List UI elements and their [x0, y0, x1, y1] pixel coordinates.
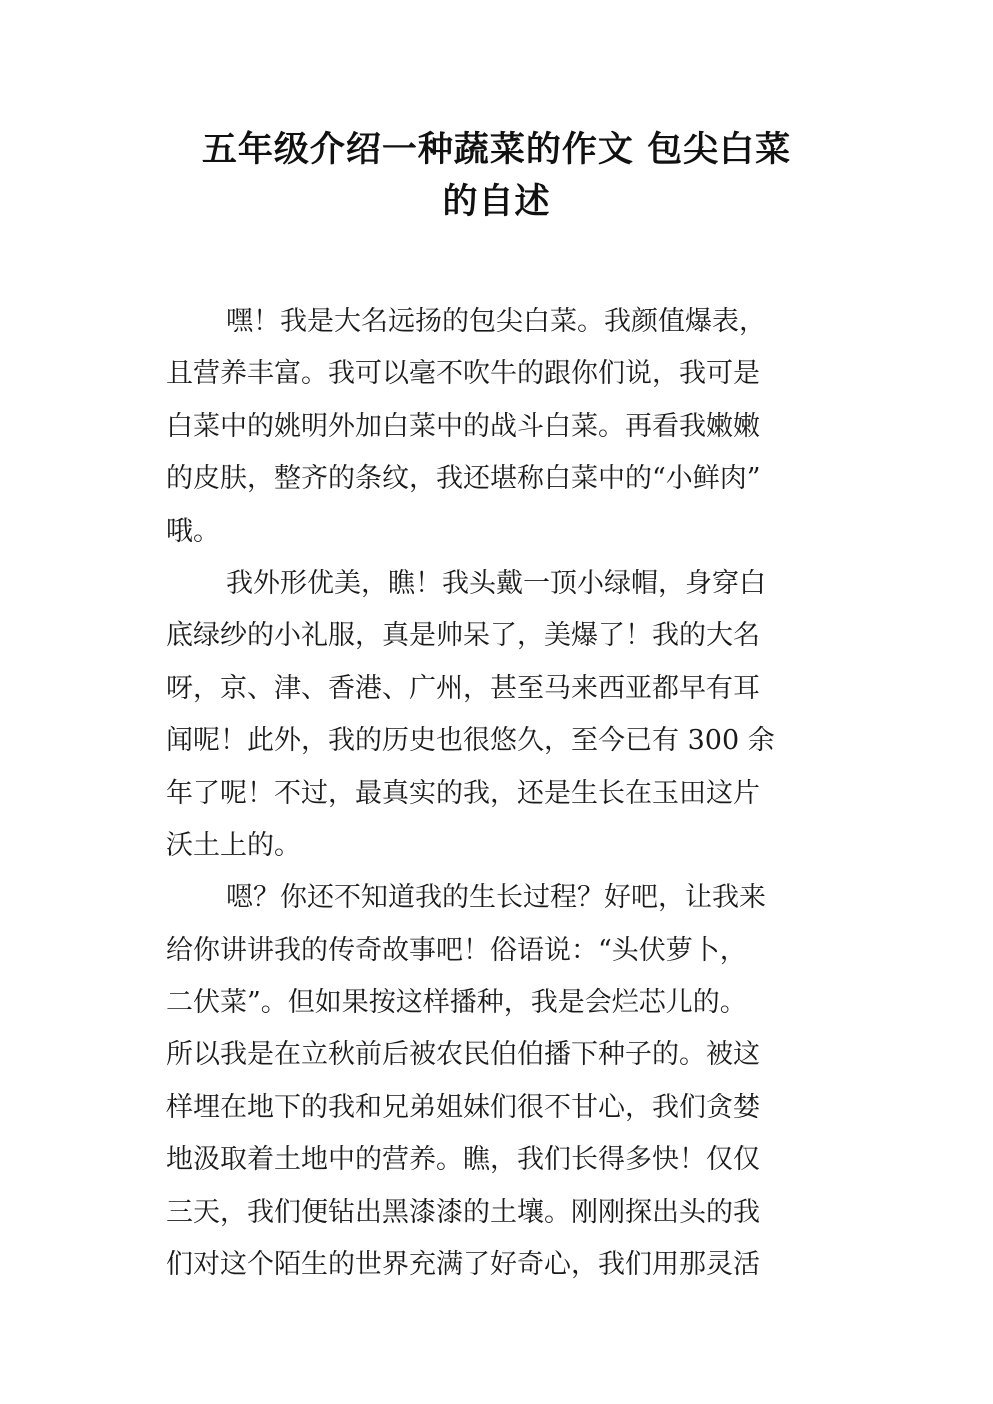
text-line: 三天，我们便钻出黑漆漆的土壤。刚刚探出头的我	[166, 1196, 760, 1228]
document-body	[166, 296, 846, 1291]
text-line: 给你讲讲我的传奇故事吧！俗语说：“头伏萝卜，	[166, 934, 747, 966]
document-title	[150, 124, 843, 228]
text-line: 地汲取着土地中的营养。瞧，我们长得多快！仅仅	[166, 1144, 760, 1176]
text-line: 呀，京、津、香港、广州，甚至马来西亚都早有耳	[166, 672, 760, 704]
paragraph-3	[166, 872, 846, 1291]
title-line: 的自述	[442, 182, 551, 222]
text-line: 们对这个陌生的世界充满了好奇心，我们用那灵活	[166, 1249, 760, 1281]
text-line: 且营养丰富。我可以毫不吹牛的跟你们说，我可是	[166, 358, 760, 390]
text-line: 嗯？你还不知道我的生长过程？好吧，让我来	[226, 882, 766, 914]
text-line: 二伏菜”。但如果按这样播种，我是会烂芯儿的。	[166, 987, 747, 1019]
title-line: 五年级介绍一种蔬菜的作文 包尖白菜	[201, 130, 792, 170]
text-line: 我外形优美，瞧！我头戴一顶小绿帽，身穿白	[226, 567, 766, 599]
text-line: 底绿纱的小礼服，真是帅呆了，美爆了！我的大名	[166, 620, 760, 652]
paragraph-2	[166, 558, 846, 872]
text-line: 闻呢！此外，我的历史也很悠久，至今已有 300 余	[166, 725, 775, 757]
text-line: 所以我是在立秋前后被农民伯伯播下种子的。被这	[166, 1039, 760, 1071]
text-line: 白菜中的姚明外加白菜中的战斗白菜。再看我嫩嫩	[166, 410, 760, 442]
text-line: 的皮肤，整齐的条纹，我还堪称白菜中的“小鲜肉”	[166, 463, 761, 495]
text-line: 样埋在地下的我和兄弟姐妹们很不甘心，我们贪婪	[166, 1091, 760, 1123]
text-line: 嘿！我是大名远扬的包尖白菜。我颜值爆表，	[226, 306, 766, 337]
text-line: 沃土上的。	[166, 829, 301, 861]
text-line: 年了呢！不过，最真实的我，还是生长在玉田这片	[166, 777, 760, 809]
paragraph-1	[166, 296, 846, 558]
text-line: 哦。	[166, 515, 220, 547]
